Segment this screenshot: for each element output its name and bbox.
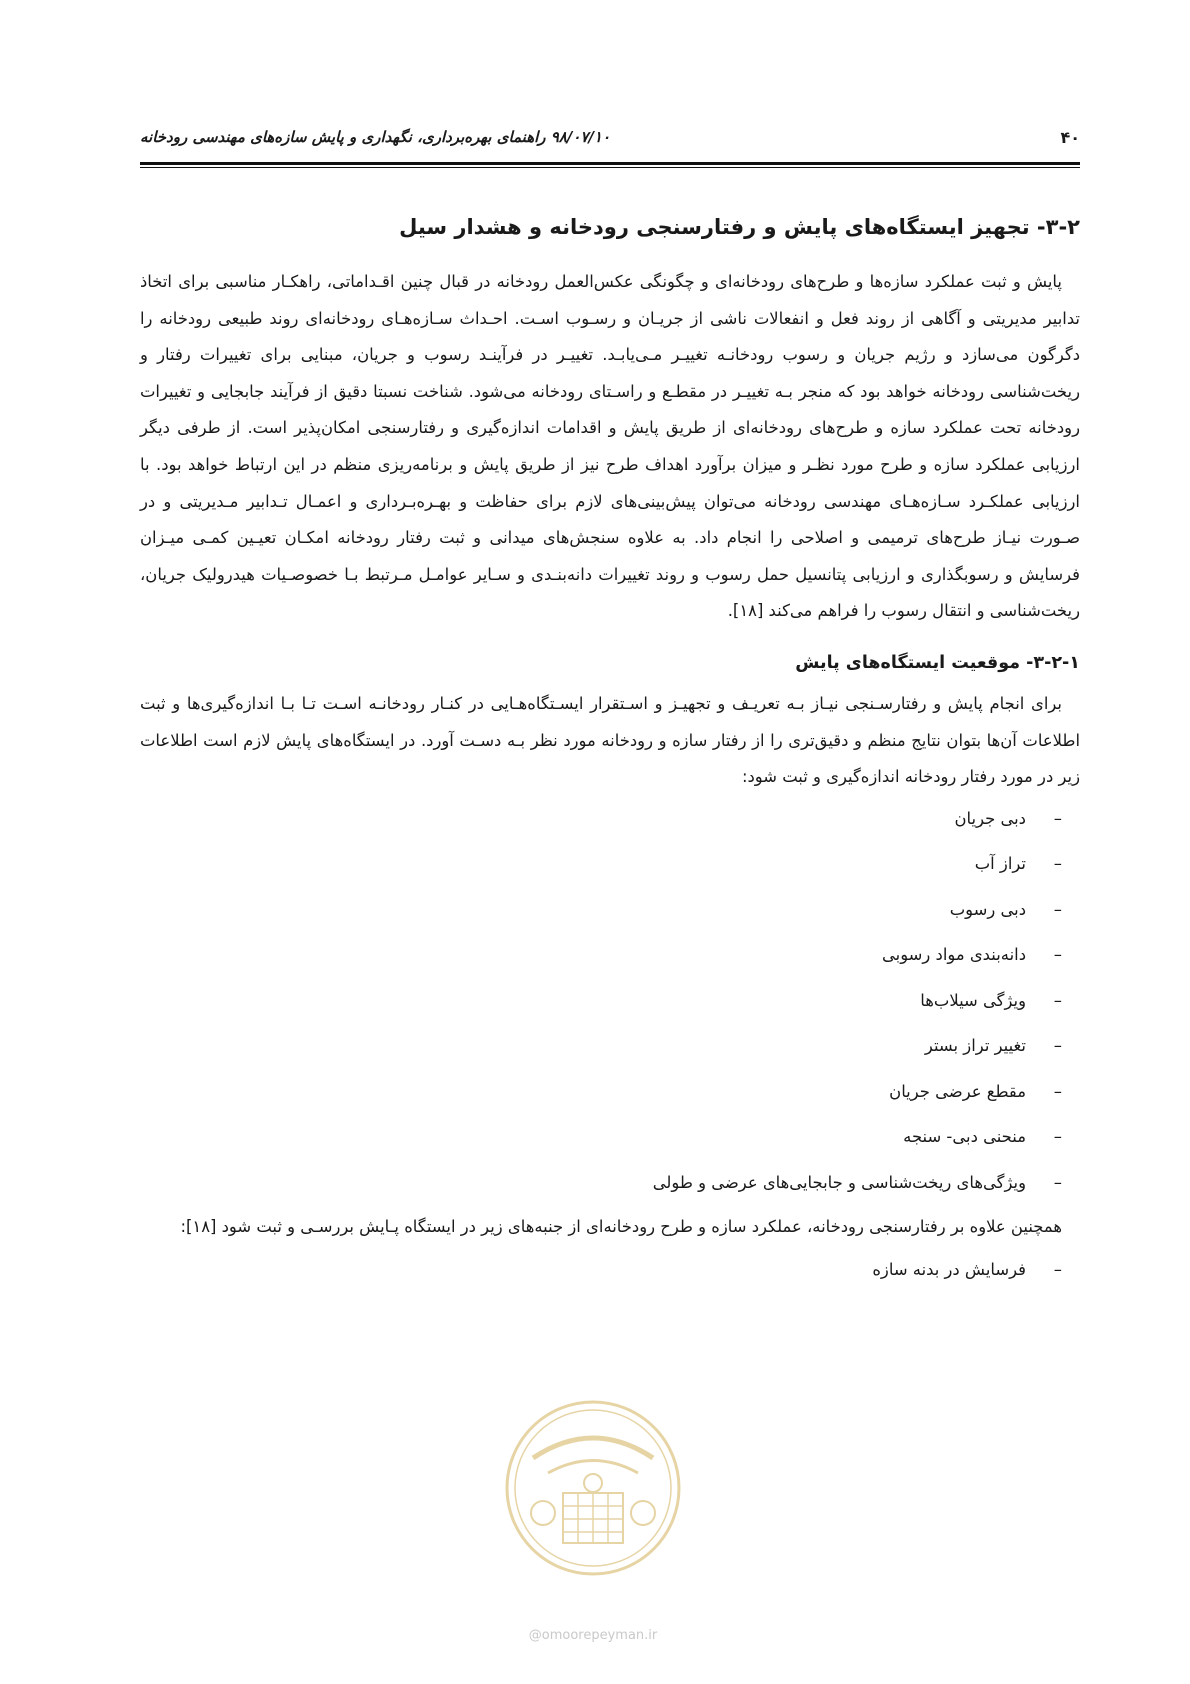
list-item: –مقطع عرضی جریان [140, 1069, 1062, 1115]
watermark-seal-icon [503, 1398, 683, 1578]
dash-marker: – [1053, 854, 1062, 874]
list-item: –ویژگی‌های ریخت‌شناسی و جابجایی‌های عرضی و طولی [140, 1160, 1062, 1206]
dash-marker: – [1053, 1081, 1062, 1101]
dash-marker: – [1053, 990, 1062, 1010]
structure-list [140, 1247, 1080, 1293]
list-item: –تغییر تراز بستر [140, 1023, 1062, 1069]
dash-marker: – [1053, 1172, 1062, 1192]
list-item: –تراز آب [140, 841, 1062, 887]
subsection-heading: ۳-۲-۱- موقعیت ایستگاه‌های پایش [795, 652, 1080, 673]
dash-marker: – [1053, 945, 1062, 965]
section-paragraph: پایش و ثبت عملکرد سازه‌ها و طرح‌های رودخانه‌ای و چگونگی عکس‌العمل رودخانه در قبال چنین اقـداماتی، راهکـار مناسبی برای اتخاذ تدابیر مدیریتی و آگاهی از روند فعل و انفعالات ناشی از جریـان و رسـوب اسـت. احـداث سـازه‌هـای رودخانه‌ای روند طبیعی رودخانه را دگرگون می‌سازد و رژیم جریان و رسوب رودخانـه تغییـر مـی‌یابـد. تغییـر در فرآینـد رسوب و جریان، مبنایی برای تغییرات رفتار و ریخت‌شناسی رودخانه خواهد بود که منجر بـه تغییـر در مقطـع و راسـتای رودخانه می‌شود. شناخت نسبتا دقیق از فرآیند جابجایی و تغییرات رودخانه تحت عملکرد سازه و طرح‌های رودخانه‌ای از طریق پایش و اقدامات اندازه‌گیری و رفتارسنجی امکان‌پذیر است. از طرفی دیگر ارزیابی عملکرد سازه و طرح مورد نظـر و میزان برآورد اهداف طرح نیز از طریق پایش و برنامه‌ریزی منظم در این ارتباط خواهد بود. با ارزیابی عملکـرد سـازه‌هـای مهندسی رودخانه می‌توان پیش‌بینی‌های لازم برای حفاظت و بهـره‌بـرداری و اعمـال تـدابیر مـدیریتی و در صـورت نیـاز طرح‌های ترمیمی و اصلاحی را انجام داد. به علاوه سنجش‌های میدانی و ثبت رفتار رودخانه امکـان تعیـین کمـی میـزان فرسایش و رسوبگذاری و ارزیابی پتانسیل حمل رسوب و روند تغییرات دانه‌بنـدی و سـایر عوامـل مـرتبط بـا خصوصـیات هیدرولیک جریان، ریخت‌شناسی و انتقال رسوب را فراهم می‌کند [۱۸]. [140, 272, 1080, 621]
list-item: –منحنی دبی- سنجه [140, 1114, 1062, 1160]
subsection-paragraph-2: همچنین علاوه بر رفتارسنجی رودخانه، عملکرد سازه و طرح رودخانه‌ای از جنبه‌های زیر در ایستگاه پـایش بررسـی و ثبت شود [۱۸]: [180, 1217, 1062, 1237]
header-rule-thick [140, 162, 1080, 165]
watermark-url: @omoorepeyman.ir [528, 1628, 658, 1643]
list-item: –دبی رسوب [140, 887, 1062, 933]
subsection-paragraph: برای انجام پایش و رفتارسـنجی نیـاز بـه تعریـف و تجهیـز و اسـتقرار ایسـتگاه‌هـایی در کنـار رودخانـه اسـت تـا بـا اندازه‌گیری‌ها و ثبت اطلاعات آن‌ها بتوان نتایج منظم و دقیق‌تری را از رفتار سازه و رودخانه مورد نظر بـه دسـت آورد. در ایستگاه‌های پایش لازم است اطلاعات زیر در مورد رفتار رودخانه اندازه‌گیری و ثبت شود: [140, 693, 1080, 787]
section-heading: ۳-۲- تجهیز ایستگاه‌های پایش و رفتارسنجی رودخانه و هشدار سیل [399, 215, 1080, 239]
dash-marker: – [1053, 808, 1062, 828]
dash-marker: – [1053, 1260, 1062, 1280]
measurement-list [140, 796, 1080, 1206]
dash-marker: – [1053, 899, 1062, 919]
header-rule-thin [140, 167, 1080, 168]
page-content [140, 212, 1080, 1293]
page-header [140, 128, 1080, 158]
page-number: ۴۰ [1060, 128, 1080, 147]
dash-marker: – [1053, 1127, 1062, 1147]
list-item: –ویژگی سیلاب‌ها [140, 978, 1062, 1024]
running-title: ۹۸/۰۷/۱۰ راهنمای بهره‌برداری، نگهداری و پایش سازه‌های مهندسی رودخانه [140, 128, 611, 146]
dash-marker: – [1053, 1036, 1062, 1056]
list-item: –دبی جریان [140, 796, 1062, 842]
list-item: –فرسایش در بدنه سازه [140, 1247, 1062, 1293]
list-item: –دانه‌بندی مواد رسوبی [140, 932, 1062, 978]
